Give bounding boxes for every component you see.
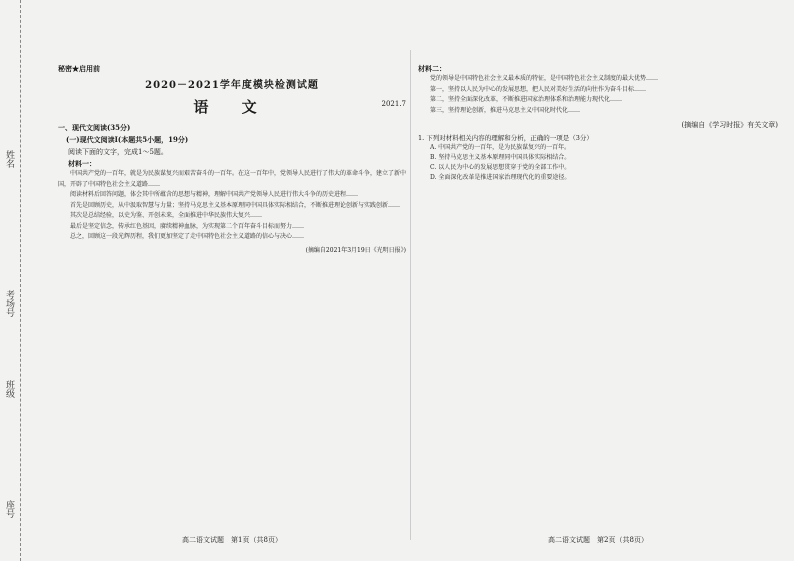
page-right — [418, 40, 778, 545]
paragraph: 阅读材料后回答问题，体会其中所蕴含的思想与精神，理解中国共产党领导人民进行伟大斗争的历史进程…… — [70, 191, 359, 198]
material-two-label: 材料二： — [418, 64, 446, 73]
paragraph: 第二，坚持全面深化改革，不断推进国家治理体系和治理能力现代化…… — [430, 96, 623, 103]
source-caption: (摘编自《学习时报》有关文章) — [681, 121, 778, 129]
paragraph: 第三，坚持理论创新，推进马克思主义中国化时代化…… — [430, 106, 581, 114]
margin-label-class: 班级 — [4, 380, 14, 398]
subsection-heading: (一)现代文阅读Ⅰ(本题共5小题，19分) — [66, 135, 189, 144]
page-divider — [410, 50, 411, 540]
paragraph: 中国共产党的一百年，就是为民族谋复兴而艰苦奋斗的一百年。在这一百年中，党领导人民进行了伟大的革命斗争，建立了新中国，开辟了中国特色社会主义道路…… — [58, 170, 407, 188]
material-one-label: 材料一： — [68, 159, 96, 168]
binding-margin — [0, 0, 21, 561]
subject-title: 语 文 — [193, 98, 271, 116]
option-b: B. 坚持马克思主义基本原理同中国具体实际相结合。 — [430, 154, 571, 161]
secret-mark: 秘密★启用前 — [58, 64, 100, 73]
source-caption: (摘编自2021年3月19日《光明日报》) — [305, 246, 406, 254]
option-a: A. 中国共产党的一百年，是为民族谋复兴的一百年。 — [430, 144, 571, 151]
paragraph: 总之，回顾这一段光辉历程，我们更加坚定了走中国特色社会主义道路的信心与决心…… — [70, 233, 305, 240]
exam-date: 2021.7 — [381, 100, 406, 108]
section-heading: 一、现代文阅读(35分) — [58, 123, 131, 132]
paragraph: 其次是总结经验，以史为鉴、开创未来，全面推进中华民族伟大复兴…… — [70, 212, 263, 219]
paragraph: 第一，坚持以人民为中心的发展思想，把人民对美好生活的向往作为奋斗目标…… — [430, 85, 647, 93]
margin-label-name: 姓名 — [4, 150, 14, 168]
page-left — [58, 40, 406, 545]
question-stem: 1. 下列对材料相关内容的理解和分析，正确的一项是（3分） — [418, 134, 593, 142]
exam-title: 2020－2021学年度模块检测试题 — [145, 80, 319, 91]
margin-label-exam-room: 考场号 — [4, 290, 14, 317]
paragraph: 最后是坚定信念，传承红色基因，赓续精神血脉，为实现第二个百年奋斗目标而努力…… — [70, 222, 305, 230]
paragraph: 党的领导是中国特色社会主义最本质的特征，是中国特色社会主义制度的最大优势…… — [430, 75, 659, 82]
option-c: C. 以人民为中心的发展思想贯穿于党的全部工作中。 — [430, 164, 571, 171]
page-footer: 高二语文试题 第1页（共8页） — [182, 536, 282, 544]
instruction-text: 阅读下面的文字，完成1～5题。 — [68, 148, 168, 156]
paragraph: 首先是回顾历史，从中汲取智慧与力量；坚持马克思主义基本原理同中国具体实际相结合，不断推进理论创新与实践创新…… — [70, 201, 401, 209]
page-footer: 高二语文试题 第2页（共8页） — [548, 536, 648, 544]
margin-label-seat: 座号 — [4, 500, 14, 518]
option-d: D. 全面深化改革是推进国家治理现代化的重要途径。 — [430, 174, 571, 181]
